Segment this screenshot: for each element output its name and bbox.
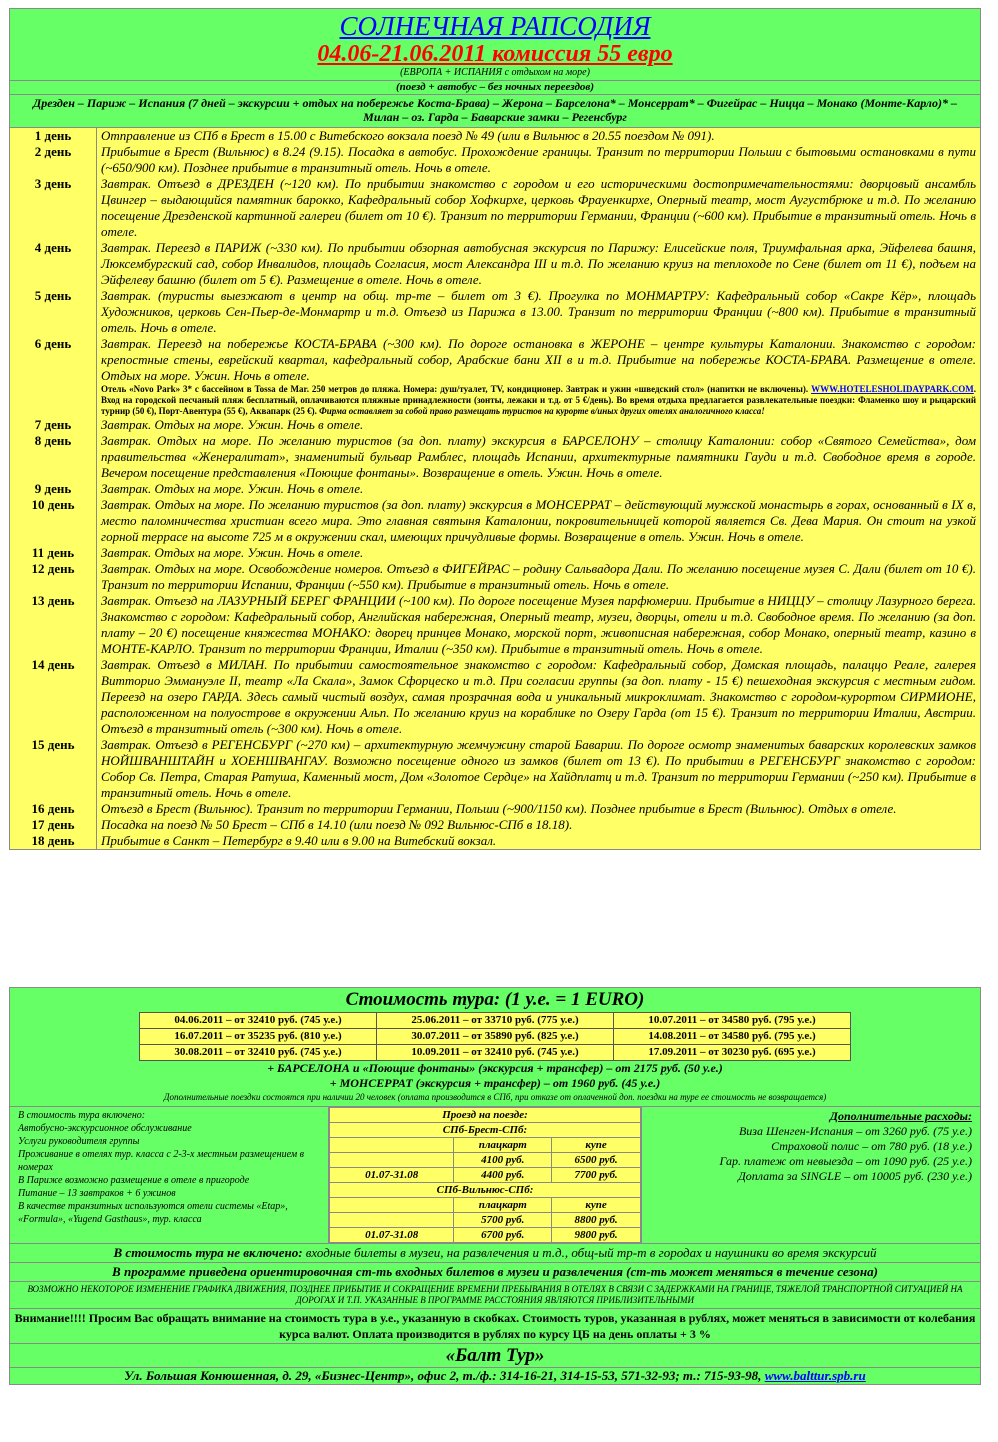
price-cell: 10.07.2011 – от 34580 руб. (795 у.е.) bbox=[614, 1013, 851, 1029]
itinerary-row bbox=[10, 417, 980, 433]
itinerary-row bbox=[10, 336, 980, 417]
day-text: Завтрак. Отъезд на ЛАЗУРНЫЙ БЕРЕГ ФРАНЦИИ (~100 км). По дороге посещение Музея парфюмерии. Прибытие в НИЦЦУ – столицу Лазурного берега. Знакомство с городом: Кафедральный собор, Английская набережная, Оперный театр, музеи, дворцы, отели и т.д. Свободное время. По желанию (за доп. плату – 20 €) посещение княжества МОНАКО: дворец принцев Монако, морской порт, живописная набережная, собор Монако, оперный театр, казино в МОНТЕ-КАРЛО. Транзит по территории Франции, Италии (~350 км). Прибытие в транзитный отель. Ночь в отеле. bbox=[101, 593, 976, 656]
day-description bbox=[97, 128, 981, 144]
program-note: В программе приведена ориентировочная ст-ть входных билетов в музеи и развлечения (ст-ть может меняться в течение сезона) bbox=[10, 1263, 980, 1282]
price-table bbox=[139, 1012, 851, 1061]
train-cell: 4400 руб. bbox=[454, 1168, 552, 1183]
day-label: 5 день bbox=[34, 288, 72, 303]
train-cell: 01.07-31.08 bbox=[330, 1168, 454, 1183]
included-list bbox=[10, 1107, 329, 1243]
itinerary-block bbox=[9, 8, 981, 850]
day-text: Завтрак. Отдых на море. Ужин. Ночь в отеле. bbox=[101, 545, 364, 560]
extra-item: Страховой полис – от 780 руб. (18 у.е.) bbox=[771, 1139, 972, 1153]
company-address: Ул. Большая Конюшенная, д. 29, «Бизнес-Центр», офис 2, т./ф.: 314-16-21, 314-15-53, 571-32-93; т.: 715-93-98, bbox=[124, 1368, 765, 1383]
train-table bbox=[329, 1107, 641, 1243]
price-cell: 17.09.2011 – от 30230 руб. (695 у.е.) bbox=[614, 1045, 851, 1061]
day-description bbox=[97, 593, 981, 657]
train-cell: 5700 руб. bbox=[454, 1213, 552, 1228]
train-route-vilnius: СПб-Вильнюс-СПб: bbox=[330, 1183, 641, 1198]
day-text: Завтрак. Отдых на море. Ужин. Ночь в отеле. bbox=[101, 481, 364, 496]
day-description bbox=[97, 817, 981, 833]
not-included-label: В стоимость тура не включено: bbox=[113, 1245, 303, 1260]
price-cell: 14.08.2011 – от 34580 руб. (795 у.е.) bbox=[614, 1029, 851, 1045]
day-label: 11 день bbox=[31, 545, 75, 560]
train-cell: 01.07-31.08 bbox=[330, 1228, 454, 1243]
train-cell bbox=[330, 1153, 454, 1168]
itinerary-row bbox=[10, 481, 980, 497]
day-description bbox=[97, 288, 981, 336]
day-text: Прибытие в Брест (Вильнюс) в 8.24 (9.15). Посадка в автобус. Прохождение границы. Транзит по территории Польши с бытовыми остановками в пути (~650/900 км). Позднее прибытие в транзитный отель. Ночь в отеле. bbox=[101, 144, 976, 175]
day-label: 6 день bbox=[34, 336, 72, 351]
day-text: Завтрак. Отъезд в РЕГЕНСБУРГ (~270 км) – архитектурную жемчужину старой Баварии. По дороге осмотр знаменитых баварских королевских замков НОЙШВАНШТАЙН и ХОЕНШВАНГАУ. Возможно посещение одного из замков (билет от 13 €). По прибытии в РЕГЕНСБУРГ знакомство с городом: Собор Св. Петра, Старая Ратуша, Каменный мост, Дом «Золотое Сердце» на Хайдплатц и т.д. Транзит по территории Германии (~250 км). Прибытие в транзитный отель. Ночь в отеле. bbox=[101, 737, 976, 800]
price-row bbox=[140, 1029, 851, 1045]
hotel-note-text: Отель «Novo Park» 3* с бассейном в Tossa de Mar. 250 метров до пляжа. Номера: душ/туалет, TV, кондиционер. Завтрак и ужин «шведский стол» (напитки не включены). bbox=[101, 384, 809, 394]
extra-title: Дополнительные расходы: bbox=[829, 1109, 972, 1123]
itinerary-row bbox=[10, 657, 980, 737]
hotel-website-link[interactable]: WWW.HOTELESHOLIDAYPARK.COM bbox=[811, 384, 974, 394]
train-col-platzkart: плацкарт bbox=[454, 1138, 552, 1153]
day-label: 9 день bbox=[34, 481, 72, 496]
day-label: 16 день bbox=[31, 801, 75, 816]
day-label: 7 день bbox=[34, 417, 72, 432]
itinerary-row bbox=[10, 737, 980, 801]
day-description bbox=[97, 545, 981, 561]
day-description bbox=[97, 561, 981, 593]
day-label: 14 день bbox=[31, 657, 75, 672]
day-label: 3 день bbox=[34, 176, 72, 191]
price-cell: 10.09.2011 – от 32410 руб. (745 у.е.) bbox=[377, 1045, 614, 1061]
itinerary-row bbox=[10, 801, 980, 817]
day-text: Завтрак. (туристы выезжают в центр на общ. тр-те – билет от 3 €). Прогулка по МОНМАРТРУ: Кафедральный собор «Сакре Кёр», площадь Художников, церковь Сен-Пьер-де-Монмартр и т.д. Отъезд из Парижа в 13.00. Транзит по территории Франции (~800 км). Прибытие в транзитный отель. Ночь в отеле. bbox=[101, 288, 976, 335]
itinerary-row bbox=[10, 144, 980, 176]
day-description bbox=[97, 497, 981, 545]
day-text: Завтрак. Отдых на море. Освобождение номеров. Отъезд в ФИГЕЙРАС – родину Сальвадора Дали. По желанию посещение музея С. Дали (билет от 10 €). Транзит по территории Испании, Франции (~550 км). Прибытие в транзитный отель. Ночь в отеле. bbox=[101, 561, 976, 592]
day-text: Прибытие в Санкт – Петербург в 9.40 или в 9.00 на Витебский вокзал. bbox=[101, 833, 497, 848]
extra-item: Гар. платеж от невыезда – от 1090 руб. (25 у.е.) bbox=[719, 1154, 972, 1168]
day-text: Завтрак. Отдых на море. По желанию туристов (за доп. плату) экскурсия в БАРСЕЛОНУ – столицу Каталонии: собор «Святого Семейства», дом правительства «Женералитат», знаменитый бульвар Рамблес, площадь Испании, архитектурные памятники Гауди и т.д. Свободное время в городе. Вечером посещение представления «Поющие фонтаны». Возвращение в отель. Ужин. Ночь в отеле. bbox=[101, 433, 976, 480]
price-row bbox=[140, 1045, 851, 1061]
day-description bbox=[97, 417, 981, 433]
itinerary-row bbox=[10, 497, 980, 545]
schedule-warning: ВОЗМОЖНО НЕКОТОРОЕ ИЗМЕНЕНИЕ ГРАФИКА ДВИЖЕНИЯ, ПОЗДНЕЕ ПРИБЫТИЕ И СОКРАЩЕНИЕ ВРЕМЕНИ ПРЕБЫВАНИЯ В ОТЕЛЯХ В СВЯЗИ С ЗАДЕРЖКАМИ НА ГРАНИЦЕ, ТЯЖЕЛОЙ ТРАНСПОРТНОЙ СИТУАЦИЕЙ НА ДОРОГАХ И Т.П. УКАЗАННЫЕ В ПРОГРАММЕ РАССТОЯНИЯ ЯВЛЯЮТСЯ ПРИБЛИЗИТЕЛЬНЫМИ bbox=[10, 1282, 980, 1309]
option-barcelona: + БАРСЕЛОНА и «Поющие фонтаны» (экскурсия + трансфер) – от 2175 руб. (50 у.е.) bbox=[267, 1061, 723, 1075]
train-route-brest: СПб-Брест-СПб: bbox=[330, 1123, 641, 1138]
itinerary-row bbox=[10, 128, 980, 144]
tour-route: Дрезден – Париж – Испания (7 дней – экскурсии + отдых на побережье Коста-Брава) – Жерона – Барселона* – Монсеррат* – Фигейрас – Ницца – Монако (Монте-Карло)* – Милан – оз. Гарда – Баварские замки – Регенсбург bbox=[33, 96, 957, 124]
day-text: Завтрак. Отдых на море. Ужин. Ночь в отеле. bbox=[101, 417, 364, 432]
day-text: Завтрак. Отъезд в ДРЕЗДЕН (~120 км). По прибытии знакомство с городом и его историческими достопримечательностями: дворцовый ансамбль Цвингер – выдающийся памятник барокко, Кафедральный собор Хофкирхе, церковь Фрауенкирхе, Оперный театр, мост Аугустбрюке и т.д. По желанию посещение Дрезденской картинной галереи (билет от 10 €). Транзит по территории Германии, Франции (~600 км). Прибытие в транзитный отель. Ночь в отеле. bbox=[101, 176, 976, 239]
day-description bbox=[97, 176, 981, 240]
not-included-text: входные билеты в музеи, на развлечения и т.д., общ-ый тр-т в городах и наушники во время экскурсий bbox=[302, 1245, 877, 1260]
itinerary-row bbox=[10, 433, 980, 481]
tour-dates: 04.06-21.06.2011 комиссия 55 евро bbox=[317, 41, 673, 67]
extra-item: Виза Шенген-Испания – от 3260 руб. (75 у.е.) bbox=[738, 1124, 972, 1138]
train-col-platzkart: плацкарт bbox=[454, 1198, 552, 1213]
price-cell: 16.07.2011 – от 35235 руб. (810 у.е.) bbox=[140, 1029, 377, 1045]
company-name: «Балт Тур» bbox=[10, 1344, 980, 1368]
itinerary-row bbox=[10, 833, 980, 849]
day-label: 17 день bbox=[31, 817, 75, 832]
price-cell: 25.06.2011 – от 33710 руб. (775 у.е.) bbox=[377, 1013, 614, 1029]
hotel-footnote: Фирма оставляет за собой право размещать туристов на курорте в/иных других отелях аналогичного класса! bbox=[319, 406, 765, 416]
tour-header bbox=[10, 9, 980, 128]
itinerary-row bbox=[10, 288, 980, 336]
included-item: Автобусно-экскурсионное обслуживание bbox=[18, 1123, 192, 1134]
day-label: 12 день bbox=[31, 561, 75, 576]
extra-costs bbox=[642, 1107, 980, 1243]
train-cell bbox=[330, 1213, 454, 1228]
train-blank bbox=[330, 1198, 454, 1213]
itinerary-row bbox=[10, 593, 980, 657]
itinerary-row bbox=[10, 817, 980, 833]
hotel-note-text-2: . Вход на городской песчаный пляж бесплатный, оплачиваются пляжные принадлежности (зонты, лежаки и т.д. от 5 €/день). Во время отдыха предлагается развлекательные поездки: Фламенко шоу и рыцарский турнир (50 €), Порт-Авентура (55 €), Аквапарк (25 €). bbox=[101, 384, 977, 416]
price-cell: 04.06.2011 – от 32410 руб. (745 у.е.) bbox=[140, 1013, 377, 1029]
day-label: 18 день bbox=[31, 833, 75, 848]
train-cell: 4100 руб. bbox=[454, 1153, 552, 1168]
included-item: Питание – 13 завтраков + 6 ужинов bbox=[18, 1188, 176, 1199]
day-text: Завтрак. Отдых на море. По желанию туристов (за доп. плату) экскурсия в МОНСЕРРАТ – действующий мужской монастырь в горах, основанный в IX в, место паломничества христиан всего мира. Это главная святыня Каталонии, покровительницей которой является Св. Дева Мария. Он стоит на узкой горной террасе на высоте 725 м в окружении скал, имеющих причудливые формы. Возвращение в отель. Ужин. Ночь в отеле. bbox=[101, 497, 976, 544]
pricing-block bbox=[9, 987, 981, 1385]
day-description bbox=[97, 737, 981, 801]
company-contacts bbox=[10, 1368, 980, 1384]
day-label: 2 день bbox=[34, 144, 72, 159]
hotel-note bbox=[101, 384, 976, 417]
train-cell: 8800 руб. bbox=[552, 1213, 641, 1228]
day-label: 13 день bbox=[31, 593, 75, 608]
day-label: 8 день bbox=[34, 433, 72, 448]
day-label: 10 день bbox=[31, 497, 75, 512]
price-row bbox=[140, 1013, 851, 1029]
day-description bbox=[97, 144, 981, 176]
option-montserrat: + МОНСЕРРАТ (экскурсия + трансфер) – от 1960 руб. (45 у.е.) bbox=[329, 1076, 661, 1090]
included-item: В Париже возможно размещение в отеле в пригороде bbox=[18, 1175, 250, 1186]
day-description bbox=[97, 657, 981, 737]
day-label: 4 день bbox=[34, 240, 72, 255]
itinerary-row bbox=[10, 240, 980, 288]
day-text: Завтрак. Отъезд в МИЛАН. По прибытии самостоятельное знакомство с городом: Кафедральный собор, Домская площадь, палаццо Реале, галерея Витторио Эммануэле II, театр «Ла Скала», Замок Сфорцеско и т.д. При согласии группы (за доп. плату - 15 €) пешеходная экскурсия с местным гидом. Переезд на озеро ГАРДА. Здесь самый чистый воздух, самая прозрачная вода и уникальный микроклимат. Знакомство с городом-курортом СИРМИОНЕ, расположенном на полуострове в окружении Альп. По желанию круиз на кораблике по Озеру Гарда (от 15 €). Транзит по территории Италии, Австрии. Отъезд в транзитный отель (~300 км). Ночь в отеле. bbox=[101, 657, 976, 736]
price-cell: 30.07.2011 – от 35890 руб. (825 у.е.) bbox=[377, 1029, 614, 1045]
train-blank bbox=[330, 1138, 454, 1153]
day-description bbox=[97, 433, 981, 481]
train-col-kupe: купе bbox=[552, 1138, 641, 1153]
train-cell: 6700 руб. bbox=[454, 1228, 552, 1243]
train-col-kupe: купе bbox=[552, 1198, 641, 1213]
day-text: Завтрак. Переезд в ПАРИЖ (~330 км). По прибытии обзорная автобусная экскурсия по Парижу: Елисейские поля, Триумфальная арка, Эйфелева башня, Люксембургский сад, собор Инвалидов, площадь Согласия, мост Александра III и т.д. По желанию круиз на теплоходе по Сене (билет от 11 €), подъем на Эйфелеву башню (билет от 5 €). Размещение в отеле. Ночь в отеле. bbox=[101, 240, 976, 287]
day-description bbox=[97, 481, 981, 497]
day-text: Отправление из СПб в Брест в 15.00 с Витебского вокзала поезд № 49 (или в Вильнюс в 20.55 поездом № 091). bbox=[101, 128, 715, 143]
day-label: 1 день bbox=[34, 128, 72, 143]
day-text: Завтрак. Переезд на побережье КОСТА-БРАВА (~300 км). По дороге остановка в ЖЕРОНЕ – центре культуры Каталонии. Знакомство с городом: крепостные стены, еврейский квартал, кафедральный собор, Арабские бани XII в и т.д. Прибытие на побережье КОСТА-БРАВА. Размещение в отеле. Отдых на море. Ужин. Ночь в отеле. bbox=[101, 336, 976, 383]
tour-subtitle: (ЕВРОПА + ИСПАНИЯ с отдыхом на море) bbox=[400, 67, 590, 78]
train-cell: 9800 руб. bbox=[552, 1228, 641, 1243]
itinerary-row bbox=[10, 561, 980, 593]
itinerary-table bbox=[10, 128, 980, 849]
day-description bbox=[97, 801, 981, 817]
day-description bbox=[97, 833, 981, 849]
train-cell: 7700 руб. bbox=[552, 1168, 641, 1183]
itinerary-row bbox=[10, 176, 980, 240]
pricing-title: Стоимость тура: (1 у.е. = 1 EURO) bbox=[345, 989, 645, 1010]
currency-attention: Внимание!!!! Просим Вас обращать внимание на стоимость тура в у.е., указанную в скобках. Стоимость туров, указанная в рублях, может меняться в зависимости от колебания курса валют. Оплата производится в рублях по курсу ЦБ на день оплаты + 3 % bbox=[10, 1309, 980, 1344]
details-row bbox=[10, 1106, 980, 1244]
train-title: Проезд на поезде: bbox=[330, 1108, 641, 1123]
included-item: Услуги руководителя группы bbox=[18, 1136, 140, 1147]
price-cell: 30.08.2011 – от 32410 руб. (745 у.е.) bbox=[140, 1045, 377, 1061]
included-title: В стоимость тура включено: bbox=[18, 1110, 146, 1121]
included-item: Проживание в отелях тур. класса с 2-3-х местным размещением в номерах bbox=[18, 1149, 304, 1173]
day-label: 15 день bbox=[31, 737, 75, 752]
tour-title[interactable]: СОЛНЕЧНАЯ РАПСОДИЯ bbox=[339, 11, 651, 41]
day-text: Посадка на поезд № 50 Брест – СПб в 14.10 (или поезд № 092 Вильнюс-СПб в 18.18). bbox=[101, 817, 573, 832]
tour-transport: (поезд + автобус – без ночных переездов) bbox=[10, 80, 980, 95]
day-description bbox=[97, 240, 981, 288]
not-included bbox=[10, 1244, 980, 1263]
train-cell: 6500 руб. bbox=[552, 1153, 641, 1168]
trips-note: Дополнительные поездки состоятся при наличии 20 человек (оплата производится в СПб, при отказе от оплаченной доп. поездки на туре ее стоимость не возвращается) bbox=[163, 1092, 827, 1102]
included-item: В качестве транзитных используются отели системы «Etap», «Formula», «Yugend Gasthaus», тур. класса bbox=[18, 1201, 288, 1225]
itinerary-row bbox=[10, 545, 980, 561]
extra-item: Доплата за SINGLE – от 10005 руб. (230 у.е.) bbox=[738, 1169, 972, 1183]
train-prices bbox=[329, 1107, 642, 1243]
day-description bbox=[97, 336, 981, 417]
day-text: Отъезд в Брест (Вильнюс). Транзит по территории Германии, Польши (~900/1150 км). Позднее прибытие в Брест (Вильнюс). Отдых в отеле. bbox=[101, 801, 897, 816]
company-website-link[interactable]: www.balttur.spb.ru bbox=[764, 1368, 866, 1383]
